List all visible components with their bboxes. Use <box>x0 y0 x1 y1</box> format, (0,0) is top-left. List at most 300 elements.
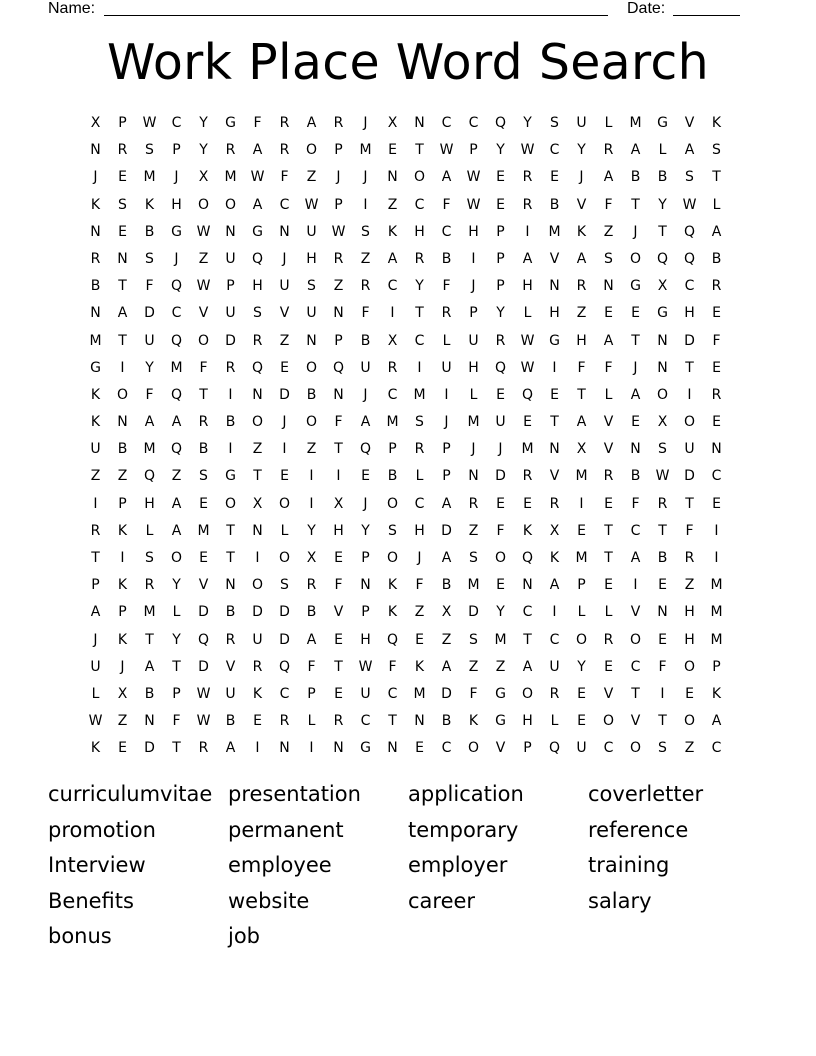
grid-letter: Z <box>414 604 425 621</box>
grid-letter: S <box>253 305 262 322</box>
grid-row <box>82 382 730 409</box>
grid-letter: T <box>172 740 181 757</box>
grid-letter: K <box>549 550 560 566</box>
grid-letter: C <box>441 740 452 757</box>
grid-letter: Q <box>548 740 561 757</box>
grid-letter: C <box>441 115 452 131</box>
grid-letter: V <box>603 441 614 458</box>
grid-letter: I <box>309 495 314 512</box>
grid-letter: W <box>358 658 373 675</box>
grid-letter: P <box>469 142 478 159</box>
grid-letter: E <box>118 740 127 757</box>
grid-letter: P <box>334 196 343 213</box>
grid-row <box>82 192 730 219</box>
grid-letter: O <box>602 713 615 730</box>
grid-letter: Q <box>494 115 507 131</box>
grid-letter: G <box>657 115 668 131</box>
grid-letter: R <box>684 550 695 566</box>
grid-letter: Y <box>496 142 505 159</box>
grid-letter: B <box>441 713 452 730</box>
grid-letter: N <box>225 577 236 594</box>
grid-letter: P <box>226 278 235 295</box>
grid-letter: A <box>549 577 560 594</box>
grid-letter: K <box>576 223 587 240</box>
grid-letter: B <box>711 250 722 267</box>
grid-letter: N <box>549 441 560 458</box>
grid-letter: F <box>253 115 262 131</box>
grid-letter: F <box>496 522 505 539</box>
grid-letter: Q <box>170 278 183 295</box>
grid-letter: R <box>441 305 452 322</box>
grid-letter: P <box>523 740 532 757</box>
grid-letter: D <box>441 522 452 539</box>
word-list-row <box>48 919 768 955</box>
grid-letter: C <box>360 713 371 730</box>
grid-letter: I <box>471 250 476 267</box>
grid-letter: R <box>333 250 344 267</box>
grid-letter: Z <box>360 250 371 267</box>
grid-letter: I <box>390 305 395 322</box>
grid-letter: X <box>387 332 398 349</box>
grid-letter: C <box>414 332 425 349</box>
grid-letter: J <box>633 359 638 376</box>
word-list-item: bonus <box>48 924 112 949</box>
grid-letter: O <box>386 550 399 566</box>
grid-letter: O <box>224 196 237 213</box>
grid-row <box>82 409 730 436</box>
grid-letter: T <box>415 305 424 322</box>
grid-letter: I <box>309 468 314 485</box>
grid-letter: O <box>683 414 696 431</box>
grid-letter: H <box>306 250 317 267</box>
grid-letter: C <box>441 223 452 240</box>
grid-letter: T <box>631 332 640 349</box>
grid-letter: O <box>467 740 480 757</box>
grid-letter: E <box>415 631 424 648</box>
grid-letter: G <box>630 278 641 295</box>
grid-letter: X <box>306 550 317 566</box>
grid-letter: M <box>224 169 237 186</box>
grid-letter: O <box>170 550 183 566</box>
grid-letter: F <box>442 196 451 213</box>
grid-letter: I <box>714 550 719 566</box>
grid-letter: K <box>252 685 263 702</box>
grid-letter: Y <box>415 278 424 295</box>
grid-letter: Q <box>332 359 345 376</box>
grid-letter: F <box>334 414 343 431</box>
word-list-item: curriculumvitae <box>48 782 213 806</box>
grid-row <box>82 164 730 191</box>
grid-letter: Z <box>684 577 695 594</box>
grid-letter: V <box>225 658 236 675</box>
grid-letter: R <box>414 250 425 267</box>
grid-letter: R <box>603 468 614 485</box>
grid-letter: N <box>522 577 533 594</box>
grid-letter: M <box>386 414 399 431</box>
word-list <box>48 777 768 955</box>
grid-letter: R <box>252 658 263 675</box>
grid-letter: I <box>444 386 449 403</box>
grid-letter: T <box>118 278 127 295</box>
grid-letter: E <box>253 713 262 730</box>
grid-letter: B <box>657 169 668 186</box>
grid-letter: D <box>279 631 290 648</box>
grid-letter: R <box>495 332 506 349</box>
grid-letter: Q <box>251 359 264 376</box>
grid-letter: L <box>172 604 181 621</box>
grid-letter: N <box>252 386 263 403</box>
grid-letter: O <box>197 196 210 213</box>
grid-letter: E <box>631 305 640 322</box>
word-list-item: coverletter <box>588 782 704 806</box>
grid-letter: H <box>360 631 371 648</box>
grid-letter: E <box>496 386 505 403</box>
grid-letter: L <box>658 142 667 159</box>
grid-letter: E <box>631 414 640 431</box>
grid-letter: X <box>333 495 344 512</box>
grid-letter: X <box>441 604 452 621</box>
grid-row <box>82 654 730 681</box>
grid-letter: O <box>305 142 318 159</box>
grid-letter: D <box>684 332 695 349</box>
grid-letter: R <box>279 142 290 159</box>
grid-letter: B <box>387 468 398 485</box>
grid-letter: B <box>630 468 641 485</box>
grid-letter: P <box>577 577 586 594</box>
grid-letter: W <box>250 169 265 186</box>
grid-letter: Q <box>521 550 534 566</box>
grid-letter: R <box>360 278 371 295</box>
grid-letter: H <box>468 223 479 240</box>
grid-letter: I <box>660 685 665 702</box>
grid-letter: E <box>118 223 127 240</box>
grid-letter: B <box>225 414 236 431</box>
grid-letter: T <box>685 495 694 512</box>
grid-letter: W <box>88 713 103 730</box>
grid-letter: J <box>633 223 638 240</box>
grid-letter: W <box>682 196 697 213</box>
grid-letter: H <box>576 332 587 349</box>
grid-letter: C <box>171 115 182 131</box>
grid-letter: O <box>494 550 507 566</box>
grid-letter: U <box>90 441 101 458</box>
grid-letter: K <box>90 386 101 403</box>
grid-letter: E <box>496 577 505 594</box>
grid-letter: G <box>495 685 506 702</box>
grid-letter: E <box>199 495 208 512</box>
grid-letter: U <box>306 305 317 322</box>
grid-letter: B <box>630 169 641 186</box>
grid-letter: J <box>336 169 341 186</box>
grid-letter: S <box>685 169 694 186</box>
grid-letter: J <box>120 658 125 675</box>
grid-letter: W <box>520 359 535 376</box>
grid-letter: P <box>334 142 343 159</box>
grid-letter: R <box>279 115 290 131</box>
word-list-item: Benefits <box>48 888 134 913</box>
grid-letter: V <box>684 115 695 131</box>
grid-letter: Z <box>387 196 398 213</box>
grid-row <box>82 491 730 518</box>
grid-letter: Z <box>468 658 479 675</box>
grid-letter: Z <box>684 740 695 757</box>
date-blank-line <box>673 15 740 16</box>
grid-letter: F <box>145 386 154 403</box>
grid-letter: H <box>684 631 695 648</box>
grid-letter: W <box>520 332 535 349</box>
grid-letter: P <box>496 278 505 295</box>
grid-letter: E <box>280 468 289 485</box>
grid-letter: B <box>225 604 236 621</box>
grid-letter: G <box>252 223 263 240</box>
grid-letter: B <box>144 685 155 702</box>
grid-letter: U <box>90 658 101 675</box>
grid-letter: V <box>333 604 344 621</box>
grid-letter: D <box>468 604 479 621</box>
grid-letter: Z <box>576 305 587 322</box>
grid-letter: C <box>387 386 398 403</box>
grid-letter: H <box>414 522 425 539</box>
grid-letter: R <box>90 250 101 267</box>
grid-letter: R <box>225 142 236 159</box>
grid-letter: F <box>172 713 181 730</box>
grid-letter: A <box>225 740 236 757</box>
grid-row <box>82 137 730 164</box>
grid-letter: R <box>117 142 128 159</box>
grid-letter: N <box>306 332 317 349</box>
grid-letter: O <box>278 495 291 512</box>
grid-letter: A <box>360 414 371 431</box>
word-list-row <box>48 813 768 849</box>
grid-letter: P <box>712 658 721 675</box>
grid-letter: T <box>631 685 640 702</box>
grid-letter: N <box>657 359 668 376</box>
grid-letter: A <box>387 250 398 267</box>
grid-letter: O <box>197 332 210 349</box>
grid-letter: J <box>444 414 449 431</box>
grid-letter: U <box>225 250 236 267</box>
grid-letter: K <box>711 115 722 131</box>
grid-letter: U <box>468 332 479 349</box>
grid-letter: R <box>549 685 560 702</box>
grid-letter: B <box>657 550 668 566</box>
grid-letter: C <box>387 278 398 295</box>
grid-letter: V <box>576 196 587 213</box>
grid-letter: N <box>90 142 101 159</box>
grid-letter: E <box>604 658 613 675</box>
grid-letter: V <box>549 468 560 485</box>
grid-letter: G <box>657 305 668 322</box>
grid-letter: A <box>306 631 317 648</box>
grid-letter: N <box>144 713 155 730</box>
grid-letter: X <box>657 414 668 431</box>
grid-letter: U <box>279 278 290 295</box>
word-list-item: employer <box>408 853 508 878</box>
grid-letter: R <box>225 631 236 648</box>
grid-letter: O <box>305 414 318 431</box>
grid-letter: P <box>361 550 370 566</box>
grid-letter: R <box>279 713 290 730</box>
grid-letter: A <box>684 142 695 159</box>
grid-letter: E <box>577 685 586 702</box>
grid-letter: D <box>279 386 290 403</box>
grid-letter: D <box>144 740 155 757</box>
grid-letter: X <box>252 495 263 512</box>
grid-letter: U <box>225 305 236 322</box>
grid-letter: M <box>170 359 183 376</box>
grid-letter: Z <box>279 332 290 349</box>
grid-letter: Z <box>90 468 101 485</box>
word-list-item: Interview <box>48 853 146 878</box>
word-list-item: career <box>408 888 476 913</box>
grid-letter: P <box>172 685 181 702</box>
word-list-item: permanent <box>228 817 344 842</box>
grid-letter: D <box>495 468 506 485</box>
grid-letter: N <box>387 169 398 186</box>
name-blank-line <box>104 15 608 16</box>
grid-letter: C <box>279 685 290 702</box>
grid-letter: J <box>363 386 368 403</box>
grid-letter: K <box>117 577 128 594</box>
grid-letter: K <box>117 631 128 648</box>
grid-letter: M <box>413 386 426 403</box>
grid-letter: V <box>603 414 614 431</box>
grid-letter: A <box>630 386 641 403</box>
grid-letter: P <box>118 604 127 621</box>
grid-row <box>82 599 730 626</box>
grid-letter: N <box>549 278 560 295</box>
grid-letter: Q <box>143 468 156 485</box>
grid-letter: R <box>522 196 533 213</box>
grid-letter: F <box>577 359 586 376</box>
grid-letter: T <box>604 522 613 539</box>
name-label: Name: <box>48 0 96 17</box>
grid-letter: E <box>685 685 694 702</box>
grid-letter: F <box>280 169 289 186</box>
grid-row <box>82 273 730 300</box>
grid-letter: A <box>711 713 722 730</box>
grid-letter: A <box>576 250 587 267</box>
grid-letter: G <box>90 359 101 376</box>
grid-letter: I <box>228 386 233 403</box>
grid-letter: R <box>306 577 317 594</box>
grid-letter: Z <box>306 441 317 458</box>
grid-letter: S <box>550 115 559 131</box>
grid-letter: X <box>549 522 560 539</box>
word-list-row <box>48 884 768 920</box>
grid-row <box>82 627 730 654</box>
grid-letter: H <box>252 278 263 295</box>
word-list-row <box>48 777 768 813</box>
grid-letter: J <box>471 278 476 295</box>
grid-letter: Z <box>468 522 479 539</box>
grid-letter: K <box>90 740 101 757</box>
grid-letter: V <box>495 740 506 757</box>
word-list-item: promotion <box>48 817 156 842</box>
grid-letter: A <box>171 414 182 431</box>
grid-letter: M <box>143 169 156 186</box>
grid-letter: O <box>683 713 696 730</box>
grid-letter: X <box>576 441 587 458</box>
grid-letter: S <box>712 142 721 159</box>
grid-letter: C <box>711 740 722 757</box>
word-list-item: salary <box>588 888 652 913</box>
grid-letter: T <box>658 223 667 240</box>
grid-letter: F <box>469 685 478 702</box>
grid-letter: E <box>361 468 370 485</box>
grid-letter: M <box>89 332 102 349</box>
header <box>48 0 748 18</box>
grid-letter: U <box>360 685 371 702</box>
grid-letter: E <box>334 550 343 566</box>
grid-letter: X <box>117 685 128 702</box>
grid-letter: C <box>711 468 722 485</box>
grid-letter: F <box>658 658 667 675</box>
grid-row <box>82 681 730 708</box>
grid-letter: N <box>657 604 668 621</box>
grid-letter: R <box>198 414 209 431</box>
grid-letter: S <box>145 250 154 267</box>
grid-letter: H <box>171 196 182 213</box>
grid-letter: W <box>655 468 670 485</box>
grid-letter: E <box>658 577 667 594</box>
grid-letter: P <box>388 441 397 458</box>
grid-letter: Y <box>199 142 208 159</box>
word-list-row <box>48 848 768 884</box>
grid-letter: Y <box>496 305 505 322</box>
grid-letter: N <box>117 414 128 431</box>
grid-letter: J <box>174 250 179 267</box>
grid-letter: F <box>631 495 640 512</box>
grid-letter: E <box>604 577 613 594</box>
grid-letter: S <box>604 250 613 267</box>
grid-letter: A <box>441 169 452 186</box>
grid-letter: Q <box>494 359 507 376</box>
grid-letter: N <box>414 115 425 131</box>
grid-letter: N <box>333 386 344 403</box>
grid-letter: M <box>575 468 588 485</box>
grid-letter: Q <box>683 250 696 267</box>
grid-letter: E <box>118 169 127 186</box>
grid-letter: W <box>439 142 454 159</box>
grid-letter: N <box>468 468 479 485</box>
grid-letter: S <box>415 414 424 431</box>
grid-letter: N <box>333 740 344 757</box>
word-list-item: employee <box>228 853 332 878</box>
grid-letter: W <box>520 142 535 159</box>
grid-letter: T <box>199 386 208 403</box>
grid-letter: C <box>279 196 290 213</box>
grid-letter: T <box>604 550 613 566</box>
grid-letter: Z <box>441 631 452 648</box>
grid-letter: F <box>361 305 370 322</box>
grid-letter: B <box>117 441 128 458</box>
grid-letter: Z <box>171 468 182 485</box>
grid-letter: A <box>171 522 182 539</box>
grid-letter: O <box>278 550 291 566</box>
grid-letter: D <box>252 604 263 621</box>
grid-letter: E <box>496 196 505 213</box>
grid-letter: H <box>333 522 344 539</box>
grid-letter: W <box>304 196 319 213</box>
grid-letter: M <box>494 631 507 648</box>
grid-letter: W <box>196 223 211 240</box>
grid-letter: J <box>471 441 476 458</box>
grid-letter: T <box>253 468 262 485</box>
grid-letter: T <box>712 169 721 186</box>
grid-letter: T <box>91 550 100 566</box>
grid-row <box>82 545 730 572</box>
